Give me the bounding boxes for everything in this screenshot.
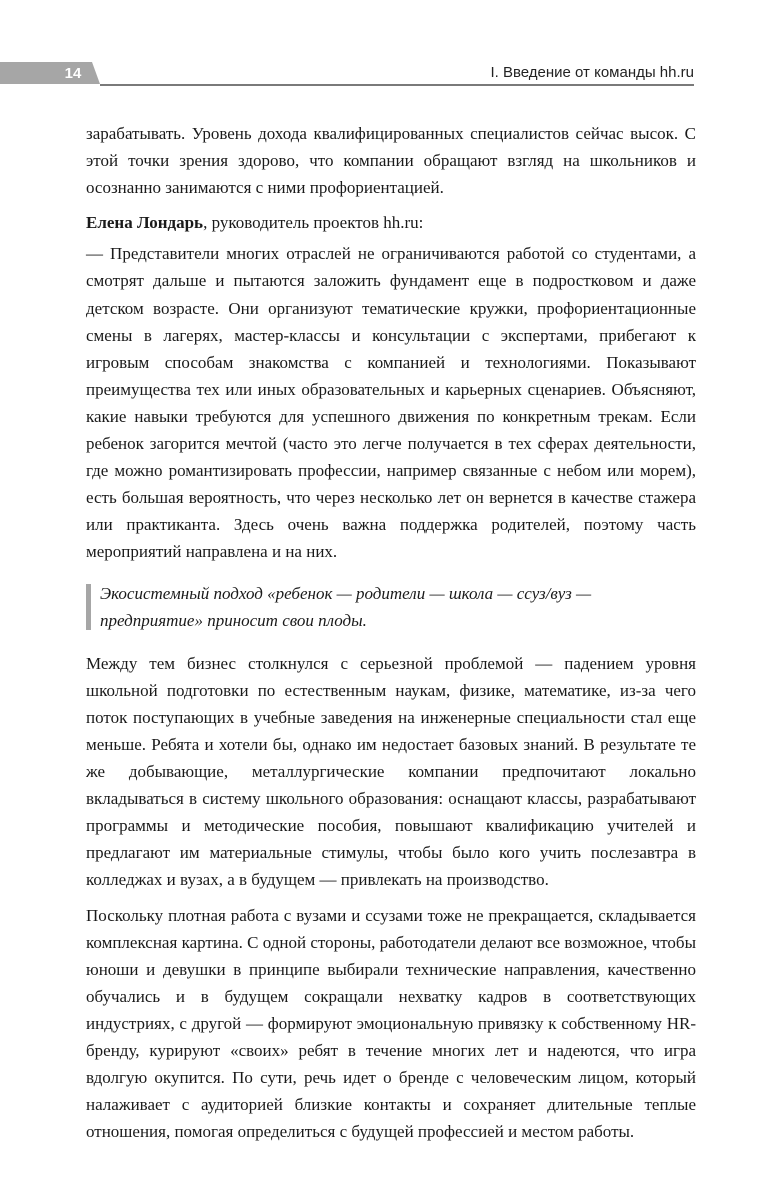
paragraph-4: Между тем бизнес столкнулся с серьезной проблемой — падением уровня школьной подготовки по естественным наукам, физике, математике, из-за чего поток поступающих в учебные заведения на инженерные специальности стал еще меньше. Ребята и хотели бы, однако им недостает базовых знаний. В результате те же добывающие, металлургические компании предпочитают локально вкладываться в систему школьного образования: оснащают классы, разрабатывают программы и методические пособия, повышают квалификацию учителей и предлагают им материальные стимулы, чтобы было кого учить послезавтра в колледжах и вузах, а в будущем — привлекать на производство. [86,653,696,890]
speaker-line [86,209,696,236]
speaker-role: , руководитель проектов hh.ru: [203,213,424,233]
page-number: 14 [64,65,82,82]
paragraph-1: зарабатывать. Уровень дохода квалифицированных специалистов сейчас высок. С этой точки зрения здорово, что компании обращают взгляд на школьников и осознанно занимаются с ними профориентацией. [86,124,696,198]
header-rule [100,84,694,86]
pull-quote [86,580,696,634]
speaker-name: Елена Лондарь [86,213,204,233]
page-header [0,62,780,88]
quote-bar [86,584,91,630]
paragraph-quote-speech: — Представители многих отраслей не ограничиваются работой со студентами, а смотрят дальше и пытаются заложить фундамент еще в подростковом и даже детском возрасте. Они организуют тематические кружки, профориентационные смены в лагерях, мастер-классы и консультации с экспертами, прибегают к игровым способам знакомства с компанией и технологиями. Показывают преимущества тех или иных образовательных и карьерных сценариев. Объясняют, какие навыки требуются для успешного движения по конкретным трекам. Если ребенок загорится мечтой (часто это легче получается в тех сферах деятельности, где можно романтизировать профессии, например связанные с небом или морем), есть большая вероятность, что через несколько лет он вернется в качестве стажера или практиканта. Здесь очень важна поддержка родителей, поэтому часть мероприятий направлена и на них. [86,244,696,562]
paragraph-5: Поскольку плотная работа с вузами и ссузами тоже не прекращается, складывается комплексная картина. С одной стороны, работодатели делают все возможное, чтобы юноши и девушки в принципе выбирали технические направления, качественно обучались и в будущем сокращали нехватку кадров в соответствующих индустриях, с другой — формируют эмоциональную привязку к собственному HR-бренду, курируют «своих» ребят в течение многих лет и надеются, что игра вдолгую окупится. По сути, речь идет о бренде с человеческим лицом, который налаживает с аудиторией близкие контакты и сохраняет длительные теплые отношения, помогая определиться с будущей профессией и местом работы. [86,905,696,1142]
running-title: I. Введение от команды hh.ru [490,64,694,81]
pull-quote-text: Экосистемный подход «ребенок — родители — школа — ссуз/вуз — предприятие» приносит свои плоды. [100,583,592,630]
page-body [86,120,696,1153]
